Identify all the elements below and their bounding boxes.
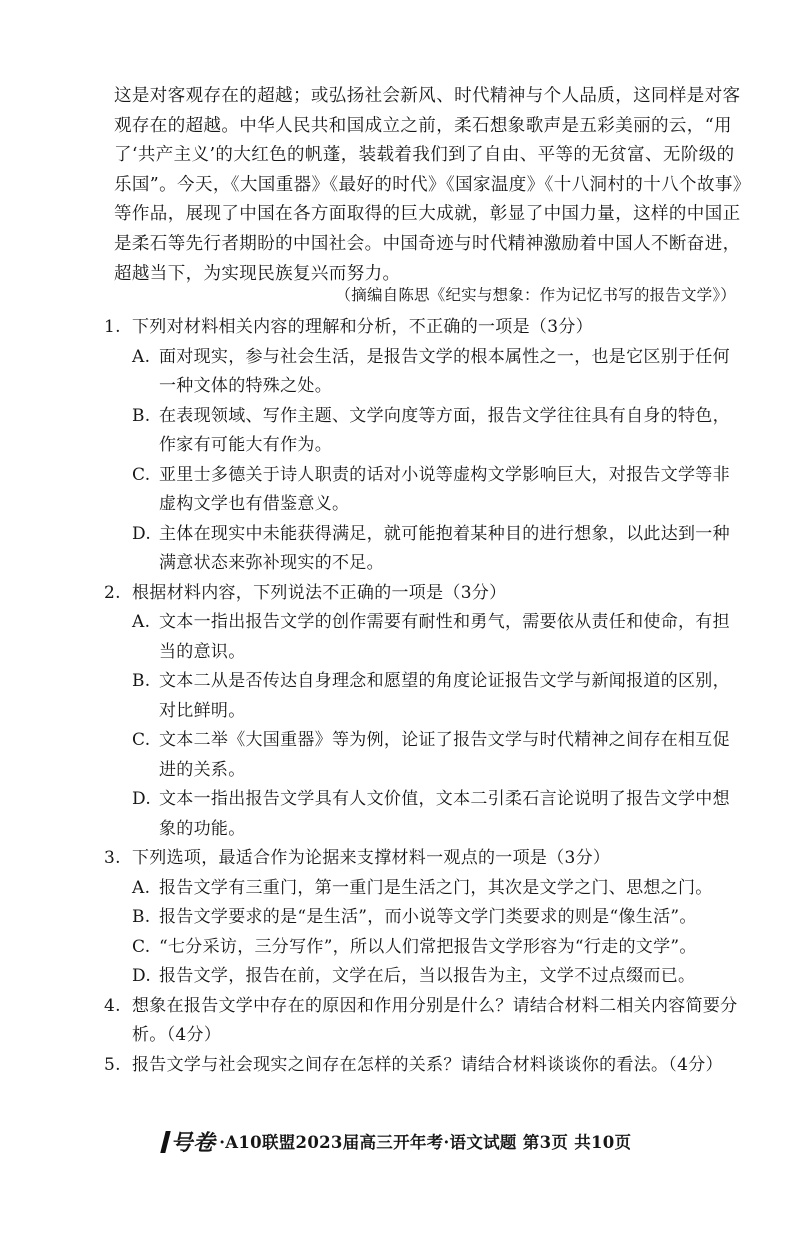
logo-text: 号卷 [170,1130,216,1156]
question-number: 3. [104,848,121,868]
option-letter: B. [132,405,151,426]
option-letter: D. [132,966,152,986]
option-a [132,874,746,904]
footer-text: ·A10联盟2023届高三开年考·语文试题 第3页 共10页 [219,1133,632,1152]
option-letter: D. [132,523,152,544]
option-text: 文本一指出报告文学的创作需要有耐性和勇气，需要依从责任和使命，有担当的意识。 [159,612,730,662]
question-stem: 报告文学与社会现实之间存在怎样的关系？请结合材料谈谈你的看法。（4分） [132,1054,723,1075]
question-number: 2. [104,582,121,603]
question-stem: 下列选项，最适合作为论据来支撑材料一观点的一项是（3分） [132,848,611,868]
question-stem: 想象在报告文学中存在的原因和作用分别是什么？请结合材料二相关内容简要分析。（4分） [132,995,738,1045]
option-text: “七分采访，三分写作”，所以人们常把报告文学形容为“行走的文学”。 [159,936,697,957]
option-text: 主体在现实中未能获得满足，就可能抱着某种目的进行想象，以此达到一种满意状态来弥补现实的不足。 [159,523,730,573]
option-a [132,343,746,402]
question-stem: 下列对材料相关内容的理解和分析，不正确的一项是（3分） [132,317,593,337]
passage-paragraph: 这是对客观存在的超越；或弘扬社会新风、时代精神与个人品质，这同样是对客观存在的超越。中华人民共和国成立之前，柔石想象歌声是五彩美丽的云，“用了‘共产主义’的大红色的帆蓬，装载着我们到了自由、平等的无贫富、无阶级的乐国”。今天，《大国重器》《最好的时代》《国家温度》《十八洞村的十八个故事》等作品，展现了中国在各方面取得的巨大成就，彰显了中国力量，这样的中国正是柔石等先行者期盼的中国社会。中国奇迹与时代精神激励着中国人不断奋进，超越当下，为实现民族复兴而努力。 [114,86,742,284]
question-4 [104,992,746,1051]
exam-brand-logo [163,1126,216,1157]
option-letter: C. [132,730,151,750]
option-text: 在表现领域、写作主题、文学向度等方面，报告文学往往具有自身的特色，作家有可能大有作为。 [159,405,730,455]
option-d [132,520,746,579]
option-letter: C. [132,464,151,485]
option-letter: A. [132,877,151,898]
question-5 [104,1051,746,1081]
option-letter: D. [132,789,152,809]
option-text: 面对现实，参与社会生活，是报告文学的根本属性之一，也是它区别于任何一种文体的特殊之处。 [159,346,730,396]
option-letter: A. [132,346,151,367]
question-stem: 根据材料内容，下列说法不正确的一项是（3分） [132,582,507,603]
option-letter: A. [132,612,151,632]
passage-source: （摘编自陈思《纪实与想象：作为记忆书写的报告文学》） [335,286,736,304]
option-letter: C. [132,936,151,957]
option-c [132,461,746,520]
option-d [132,785,746,844]
question-2 [104,579,746,845]
question-3 [104,844,746,992]
option-b [132,667,746,726]
option-c [132,933,746,963]
option-c [132,726,746,785]
option-b [132,402,746,461]
option-text: 报告文学有三重门，第一重门是生活之门，其次是文学之门、思想之门。 [159,877,713,898]
option-text: 亚里士多德关于诗人职责的话对小说等虚构文学影响巨大，对报告文学等非虚构文学也有借鉴意义。 [159,464,730,514]
option-text: 报告文学要求的是“是生活”，而小说等文学门类要求的则是“像生活”。 [159,907,697,927]
page-footer [0,1126,794,1157]
option-b [132,903,746,933]
option-text: 文本二举《大国重器》等为例，论证了报告文学与时代精神之间存在相互促进的关系。 [159,730,730,780]
reading-passage [114,82,744,289]
option-text: 文本一指出报告文学具有人文价值，文本二引柔石言论说明了报告文学中想象的功能。 [159,789,730,839]
question-number: 4. [104,995,121,1016]
question-list [104,313,746,1080]
question-1 [104,313,746,579]
question-number: 5. [104,1054,121,1075]
option-text: 报告文学，报告在前，文学在后，当以报告为主，文学不过点缀而已。 [159,966,696,986]
logo-mark-icon [160,1131,170,1153]
option-text: 文本二从是否传达自身理念和愿望的角度论证报告文学与新闻报道的区别，对比鲜明。 [159,671,730,721]
option-a [132,608,746,667]
option-letter: B. [132,907,151,927]
question-number: 1. [104,317,121,337]
option-letter: B. [132,671,151,691]
option-d [132,962,746,992]
